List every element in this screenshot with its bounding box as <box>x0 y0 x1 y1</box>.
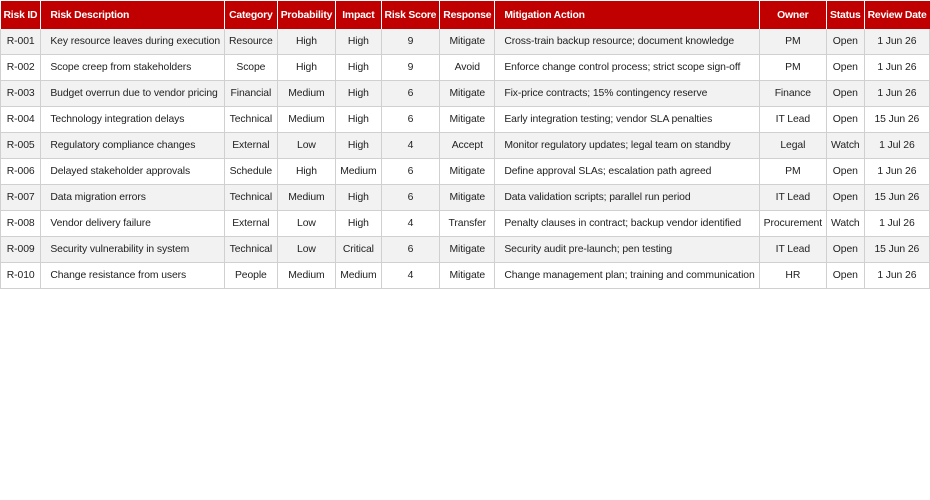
table-row[interactable] <box>1 159 930 185</box>
table-row[interactable] <box>1 55 930 81</box>
cell-mitigation-action[interactable]: Security audit pre-launch; pen testing <box>495 237 759 263</box>
cell-owner[interactable]: PM <box>759 159 826 185</box>
cell-probability[interactable]: Medium <box>277 107 336 133</box>
cell-risk-id[interactable]: R-004 <box>1 107 41 133</box>
cell-risk-description[interactable]: Data migration errors <box>41 185 225 211</box>
cell-impact[interactable]: High <box>336 81 381 107</box>
cell-risk-id[interactable]: R-002 <box>1 55 41 81</box>
cell-review-date[interactable]: 1 Jun 26 <box>864 159 930 185</box>
cell-risk-id[interactable]: R-003 <box>1 81 41 107</box>
cell-response[interactable]: Transfer <box>440 211 495 237</box>
cell-review-date[interactable]: 1 Jun 26 <box>864 263 930 289</box>
cell-review-date[interactable]: 15 Jun 26 <box>864 185 930 211</box>
cell-response[interactable]: Mitigate <box>440 159 495 185</box>
cell-mitigation-action[interactable]: Define approval SLAs; escalation path agreed <box>495 159 759 185</box>
cell-risk-score[interactable]: 4 <box>381 263 440 289</box>
risk-register-table <box>0 1 930 289</box>
table-row[interactable] <box>1 133 930 159</box>
cell-category[interactable]: Technical <box>225 185 278 211</box>
cell-probability[interactable]: Medium <box>277 185 336 211</box>
cell-impact[interactable]: High <box>336 133 381 159</box>
cell-response[interactable]: Mitigate <box>440 263 495 289</box>
cell-owner[interactable]: IT Lead <box>759 237 826 263</box>
cell-risk-score[interactable]: 6 <box>381 159 440 185</box>
cell-status[interactable]: Watch <box>827 133 865 159</box>
cell-risk-score[interactable]: 9 <box>381 55 440 81</box>
cell-risk-description[interactable]: Technology integration delays <box>41 107 225 133</box>
cell-status[interactable]: Open <box>827 185 865 211</box>
cell-review-date[interactable]: 1 Jul 26 <box>864 211 930 237</box>
cell-response[interactable]: Avoid <box>440 55 495 81</box>
cell-risk-id[interactable]: R-008 <box>1 211 41 237</box>
cell-risk-id[interactable]: R-005 <box>1 133 41 159</box>
cell-impact[interactable]: High <box>336 55 381 81</box>
cell-owner[interactable]: Procurement <box>759 211 826 237</box>
cell-category[interactable]: People <box>225 263 278 289</box>
cell-review-date[interactable]: 1 Jun 26 <box>864 81 930 107</box>
cell-impact[interactable]: Medium <box>336 263 381 289</box>
col-header-mitigation-action[interactable]: Mitigation Action <box>495 1 759 29</box>
cell-status[interactable]: Open <box>827 55 865 81</box>
cell-risk-score[interactable]: 6 <box>381 81 440 107</box>
cell-mitigation-action[interactable]: Penalty clauses in contract; backup vendor identified <box>495 211 759 237</box>
cell-response[interactable]: Mitigate <box>440 107 495 133</box>
cell-mitigation-action[interactable]: Data validation scripts; parallel run period <box>495 185 759 211</box>
cell-review-date[interactable]: 1 Jun 26 <box>864 29 930 55</box>
cell-mitigation-action[interactable]: Cross-train backup resource; document knowledge <box>495 29 759 55</box>
cell-probability[interactable]: Low <box>277 133 336 159</box>
cell-probability[interactable]: High <box>277 29 336 55</box>
cell-category[interactable]: Resource <box>225 29 278 55</box>
cell-risk-id[interactable]: R-010 <box>1 263 41 289</box>
cell-category[interactable]: Technical <box>225 237 278 263</box>
cell-category[interactable]: Financial <box>225 81 278 107</box>
cell-risk-score[interactable]: 9 <box>381 29 440 55</box>
header-row <box>1 1 930 29</box>
cell-risk-description[interactable]: Key resource leaves during execution <box>41 29 225 55</box>
cell-probability[interactable]: Medium <box>277 81 336 107</box>
cell-risk-description[interactable]: Vendor delivery failure <box>41 211 225 237</box>
cell-status[interactable]: Open <box>827 263 865 289</box>
cell-category[interactable]: Schedule <box>225 159 278 185</box>
cell-risk-score[interactable]: 6 <box>381 107 440 133</box>
cell-review-date[interactable]: 15 Jun 26 <box>864 237 930 263</box>
cell-impact[interactable]: High <box>336 185 381 211</box>
col-header-category[interactable]: Category <box>225 1 278 29</box>
cell-probability[interactable]: Medium <box>277 263 336 289</box>
cell-owner[interactable]: HR <box>759 263 826 289</box>
col-header-owner[interactable]: Owner <box>759 1 826 29</box>
cell-owner[interactable]: IT Lead <box>759 107 826 133</box>
cell-impact[interactable]: High <box>336 211 381 237</box>
col-header-review-date[interactable]: Review Date <box>864 1 930 29</box>
cell-risk-score[interactable]: 4 <box>381 133 440 159</box>
table-row[interactable] <box>1 29 930 55</box>
table-row[interactable] <box>1 211 930 237</box>
cell-response[interactable]: Mitigate <box>440 185 495 211</box>
cell-response[interactable]: Accept <box>440 133 495 159</box>
cell-response[interactable]: Mitigate <box>440 29 495 55</box>
cell-risk-description[interactable]: Regulatory compliance changes <box>41 133 225 159</box>
cell-status[interactable]: Open <box>827 159 865 185</box>
cell-category[interactable]: Scope <box>225 55 278 81</box>
cell-impact[interactable]: Medium <box>336 159 381 185</box>
cell-impact[interactable]: High <box>336 29 381 55</box>
cell-risk-description[interactable]: Budget overrun due to vendor pricing <box>41 81 225 107</box>
cell-risk-description[interactable]: Delayed stakeholder approvals <box>41 159 225 185</box>
table-row[interactable] <box>1 185 930 211</box>
cell-mitigation-action[interactable]: Fix-price contracts; 15% contingency reserve <box>495 81 759 107</box>
table-row[interactable] <box>1 81 930 107</box>
cell-mitigation-action[interactable]: Monitor regulatory updates; legal team on standby <box>495 133 759 159</box>
cell-risk-description[interactable]: Security vulnerability in system <box>41 237 225 263</box>
cell-risk-id[interactable]: R-009 <box>1 237 41 263</box>
table-row[interactable] <box>1 237 930 263</box>
cell-risk-id[interactable]: R-007 <box>1 185 41 211</box>
cell-category[interactable]: Technical <box>225 107 278 133</box>
cell-probability[interactable]: Low <box>277 237 336 263</box>
col-header-probability[interactable]: Probability <box>277 1 336 29</box>
cell-response[interactable]: Mitigate <box>440 237 495 263</box>
cell-probability[interactable]: Low <box>277 211 336 237</box>
col-header-risk-description[interactable]: Risk Description <box>41 1 225 29</box>
cell-owner[interactable]: IT Lead <box>759 185 826 211</box>
cell-impact[interactable]: High <box>336 107 381 133</box>
cell-status[interactable]: Open <box>827 237 865 263</box>
cell-mitigation-action[interactable]: Change management plan; training and communication <box>495 263 759 289</box>
cell-risk-score[interactable]: 6 <box>381 185 440 211</box>
cell-risk-score[interactable]: 6 <box>381 237 440 263</box>
cell-risk-description[interactable]: Scope creep from stakeholders <box>41 55 225 81</box>
col-header-status[interactable]: Status <box>827 1 865 29</box>
cell-risk-id[interactable]: R-001 <box>1 29 41 55</box>
cell-probability[interactable]: High <box>277 159 336 185</box>
cell-owner[interactable]: PM <box>759 29 826 55</box>
cell-owner[interactable]: Legal <box>759 133 826 159</box>
cell-risk-description[interactable]: Change resistance from users <box>41 263 225 289</box>
cell-response[interactable]: Mitigate <box>440 81 495 107</box>
cell-review-date[interactable]: 1 Jun 26 <box>864 55 930 81</box>
cell-status[interactable]: Open <box>827 107 865 133</box>
cell-review-date[interactable]: 1 Jul 26 <box>864 133 930 159</box>
cell-impact[interactable]: Critical <box>336 237 381 263</box>
cell-mitigation-action[interactable]: Enforce change control process; strict scope sign-off <box>495 55 759 81</box>
col-header-response[interactable]: Response <box>440 1 495 29</box>
cell-probability[interactable]: High <box>277 55 336 81</box>
cell-category[interactable]: External <box>225 211 278 237</box>
cell-category[interactable]: External <box>225 133 278 159</box>
cell-mitigation-action[interactable]: Early integration testing; vendor SLA penalties <box>495 107 759 133</box>
col-header-impact[interactable]: Impact <box>336 1 381 29</box>
cell-status[interactable]: Open <box>827 29 865 55</box>
table-row[interactable] <box>1 107 930 133</box>
cell-status[interactable]: Open <box>827 81 865 107</box>
cell-review-date[interactable]: 15 Jun 26 <box>864 107 930 133</box>
cell-risk-id[interactable]: R-006 <box>1 159 41 185</box>
risk-register-sheet <box>0 1 930 289</box>
cell-owner[interactable]: PM <box>759 55 826 81</box>
cell-risk-score[interactable]: 4 <box>381 211 440 237</box>
cell-status[interactable]: Watch <box>827 211 865 237</box>
col-header-risk-id[interactable]: Risk ID <box>1 1 41 29</box>
col-header-risk-score[interactable]: Risk Score <box>381 1 440 29</box>
cell-owner[interactable]: Finance <box>759 81 826 107</box>
table-row[interactable] <box>1 263 930 289</box>
